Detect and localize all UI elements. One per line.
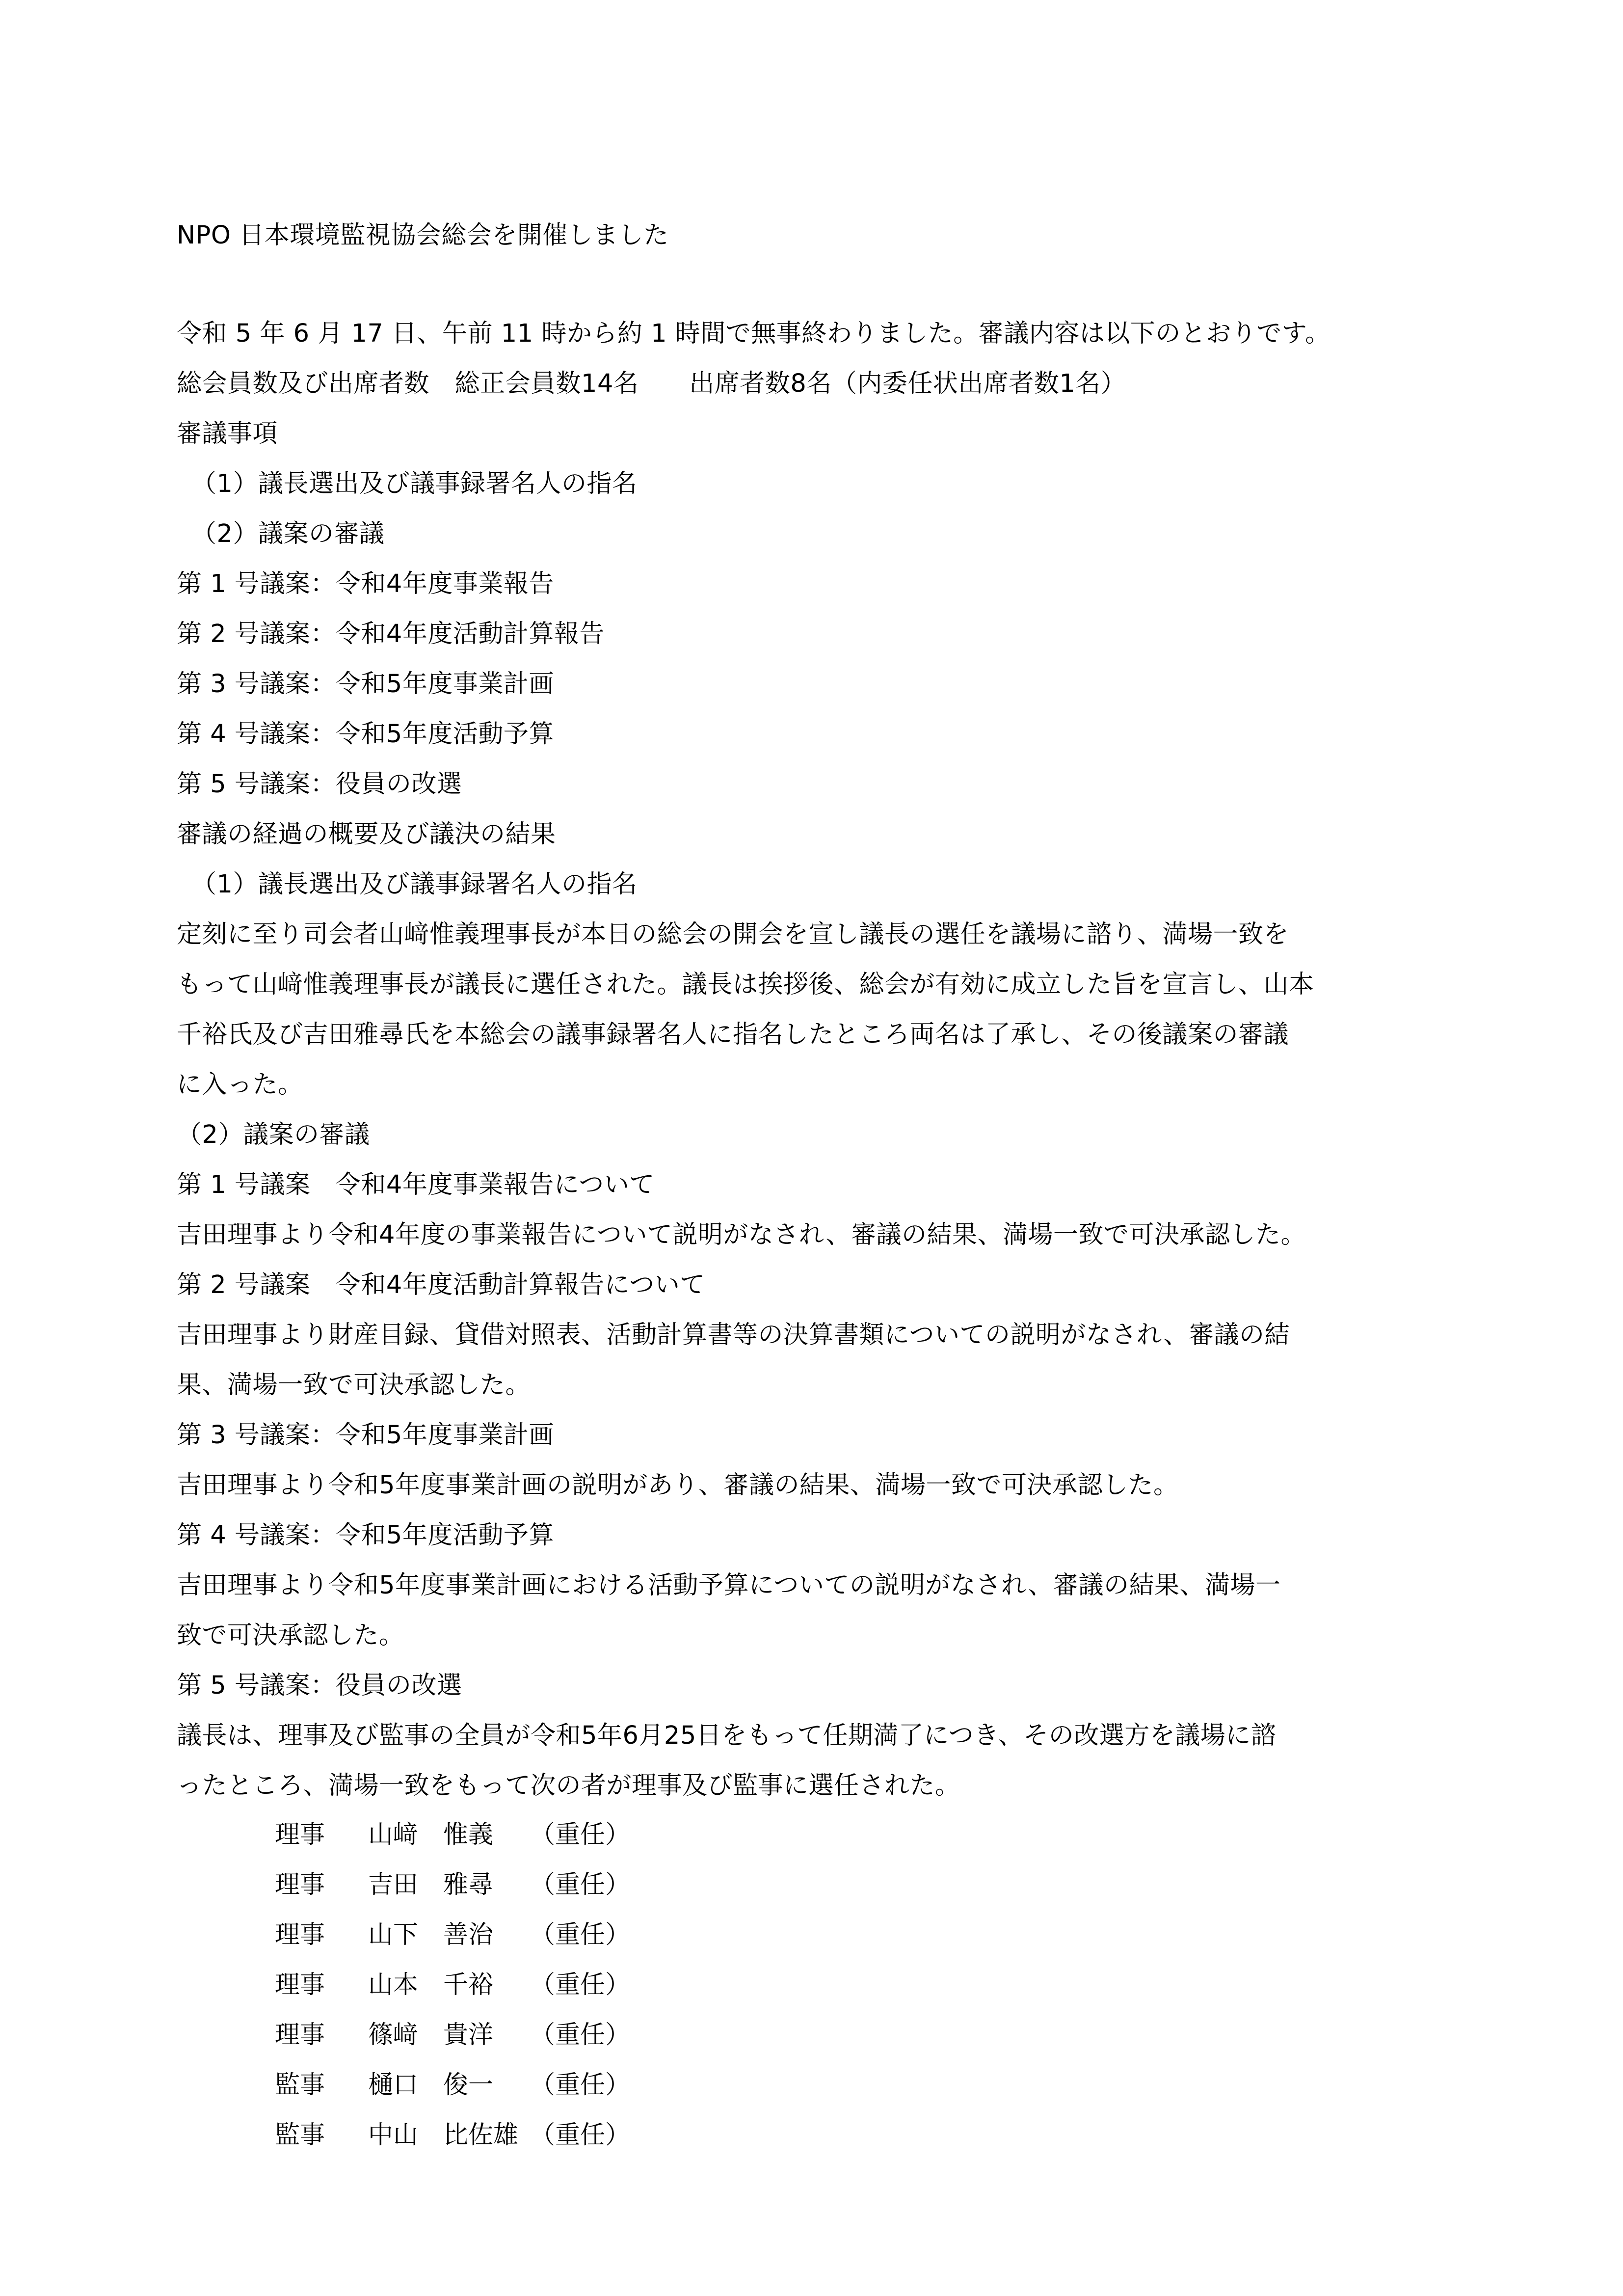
- list-item: （1）議長選出及び議事録署名人の指名: [191, 469, 638, 498]
- page-title: NPO 日本環境監視協会総会を開催しました: [177, 221, 669, 250]
- officer-status: （重任）: [530, 2021, 631, 2050]
- list-item: 第 2 号議案：令和4年度活動計算報告: [177, 620, 605, 648]
- officer-status: （重任）: [530, 1971, 631, 1999]
- paragraph-line: ったところ、満場一致をもって次の者が理事及び監事に選任された。: [177, 1771, 960, 1800]
- officer-name: 中山 比佐雄: [368, 2121, 519, 2150]
- paragraph-line: もって山﨑惟義理事長が議長に選任された。議長は挨拶後、総会が有効に成立した旨を宣言し、山本: [177, 970, 1314, 999]
- paragraph-line: 吉田理事より令和5年度事業計画の説明があり、審議の結果、満場一致で可決承認した。: [177, 1471, 1179, 1500]
- officer-status: （重任）: [530, 2071, 631, 2100]
- officer-status: （重任）: [530, 2121, 631, 2150]
- officer-status: （重任）: [530, 1870, 631, 1899]
- paragraph-line: 令和 5 年 6 月 17 日、午前 11 時から約 1 時間で無事終わりました。審議内容は以下のとおりです。: [177, 319, 1330, 348]
- paragraph-line: 吉田理事より令和5年度事業計画における活動予算についての説明がなされ、審議の結果、満場一: [177, 1571, 1281, 1600]
- paragraph-line: に入った。: [177, 1070, 303, 1099]
- officer-status: （重任）: [530, 1820, 631, 1849]
- list-item: 第 3 号議案：令和5年度事業計画: [177, 670, 554, 699]
- officer-role: 監事: [275, 2071, 325, 2100]
- paragraph-line: 定刻に至り司会者山﨑惟義理事長が本日の総会の開会を宣し議長の選任を議場に諮り、満場一致を: [177, 920, 1289, 949]
- list-item: 第 5 号議案：役員の改選: [177, 770, 462, 799]
- officer-role: 理事: [275, 1971, 325, 1999]
- section-heading: 審議事項: [177, 419, 278, 448]
- paragraph-line: 果、満場一致で可決承認した。: [177, 1371, 531, 1400]
- officer-name: 山﨑 惟義: [368, 1820, 494, 1849]
- agenda-heading: 第 2 号議案 令和4年度活動計算報告について: [177, 1270, 705, 1299]
- section-heading: 審議の経過の概要及び議決の結果: [177, 820, 556, 849]
- paragraph-line: 吉田理事より令和4年度の事業報告について説明がなされ、審議の結果、満場一致で可決承認した。: [177, 1220, 1306, 1249]
- officer-role: 理事: [275, 1920, 325, 1949]
- paragraph-line: 千裕氏及び吉田雅尋氏を本総会の議事録署名人に指名したところ両名は了承し、その後議案の審議: [177, 1020, 1289, 1049]
- paragraph-line: 致で可決承認した。: [177, 1621, 404, 1650]
- paragraph-line: 総会員数及び出席者数 総正会員数14名 出席者数8名（内委任状出席者数1名）: [177, 369, 1126, 398]
- officer-name: 山本 千裕: [368, 1971, 494, 1999]
- officer-name: 樋口 俊一: [368, 2071, 494, 2100]
- officer-role: 理事: [275, 1870, 325, 1899]
- officer-role: 監事: [275, 2121, 325, 2150]
- paragraph-line: 議長は、理事及び監事の全員が令和5年6月25日をもって任期満了につき、その改選方を議場に諮: [177, 1721, 1277, 1750]
- officer-name: 山下 善治: [368, 1920, 494, 1949]
- officer-role: 理事: [275, 1820, 325, 1849]
- paragraph-line: 吉田理事より財産目録、貸借対照表、活動計算書等の決算書類についての説明がなされ、審議の結: [177, 1321, 1290, 1350]
- list-item: 第 1 号議案：令和4年度事業報告: [177, 569, 554, 598]
- subsection-heading: （2）議案の審議: [177, 1120, 370, 1149]
- subsection-heading: （1）議長選出及び議事録署名人の指名: [191, 870, 638, 899]
- officer-role: 理事: [275, 2021, 325, 2050]
- list-item: 第 4 号議案：令和5年度活動予算: [177, 720, 554, 749]
- agenda-heading: 第 3 号議案：令和5年度事業計画: [177, 1421, 554, 1450]
- agenda-heading: 第 1 号議案 令和4年度事業報告について: [177, 1170, 655, 1199]
- officer-status: （重任）: [530, 1920, 631, 1949]
- officer-name: 吉田 雅尋: [368, 1870, 494, 1899]
- agenda-heading: 第 4 号議案：令和5年度活動予算: [177, 1521, 554, 1550]
- list-item: （2）議案の審議: [191, 519, 385, 548]
- agenda-heading: 第 5 号議案：役員の改選: [177, 1671, 462, 1700]
- officer-name: 篠﨑 貴洋: [368, 2021, 494, 2050]
